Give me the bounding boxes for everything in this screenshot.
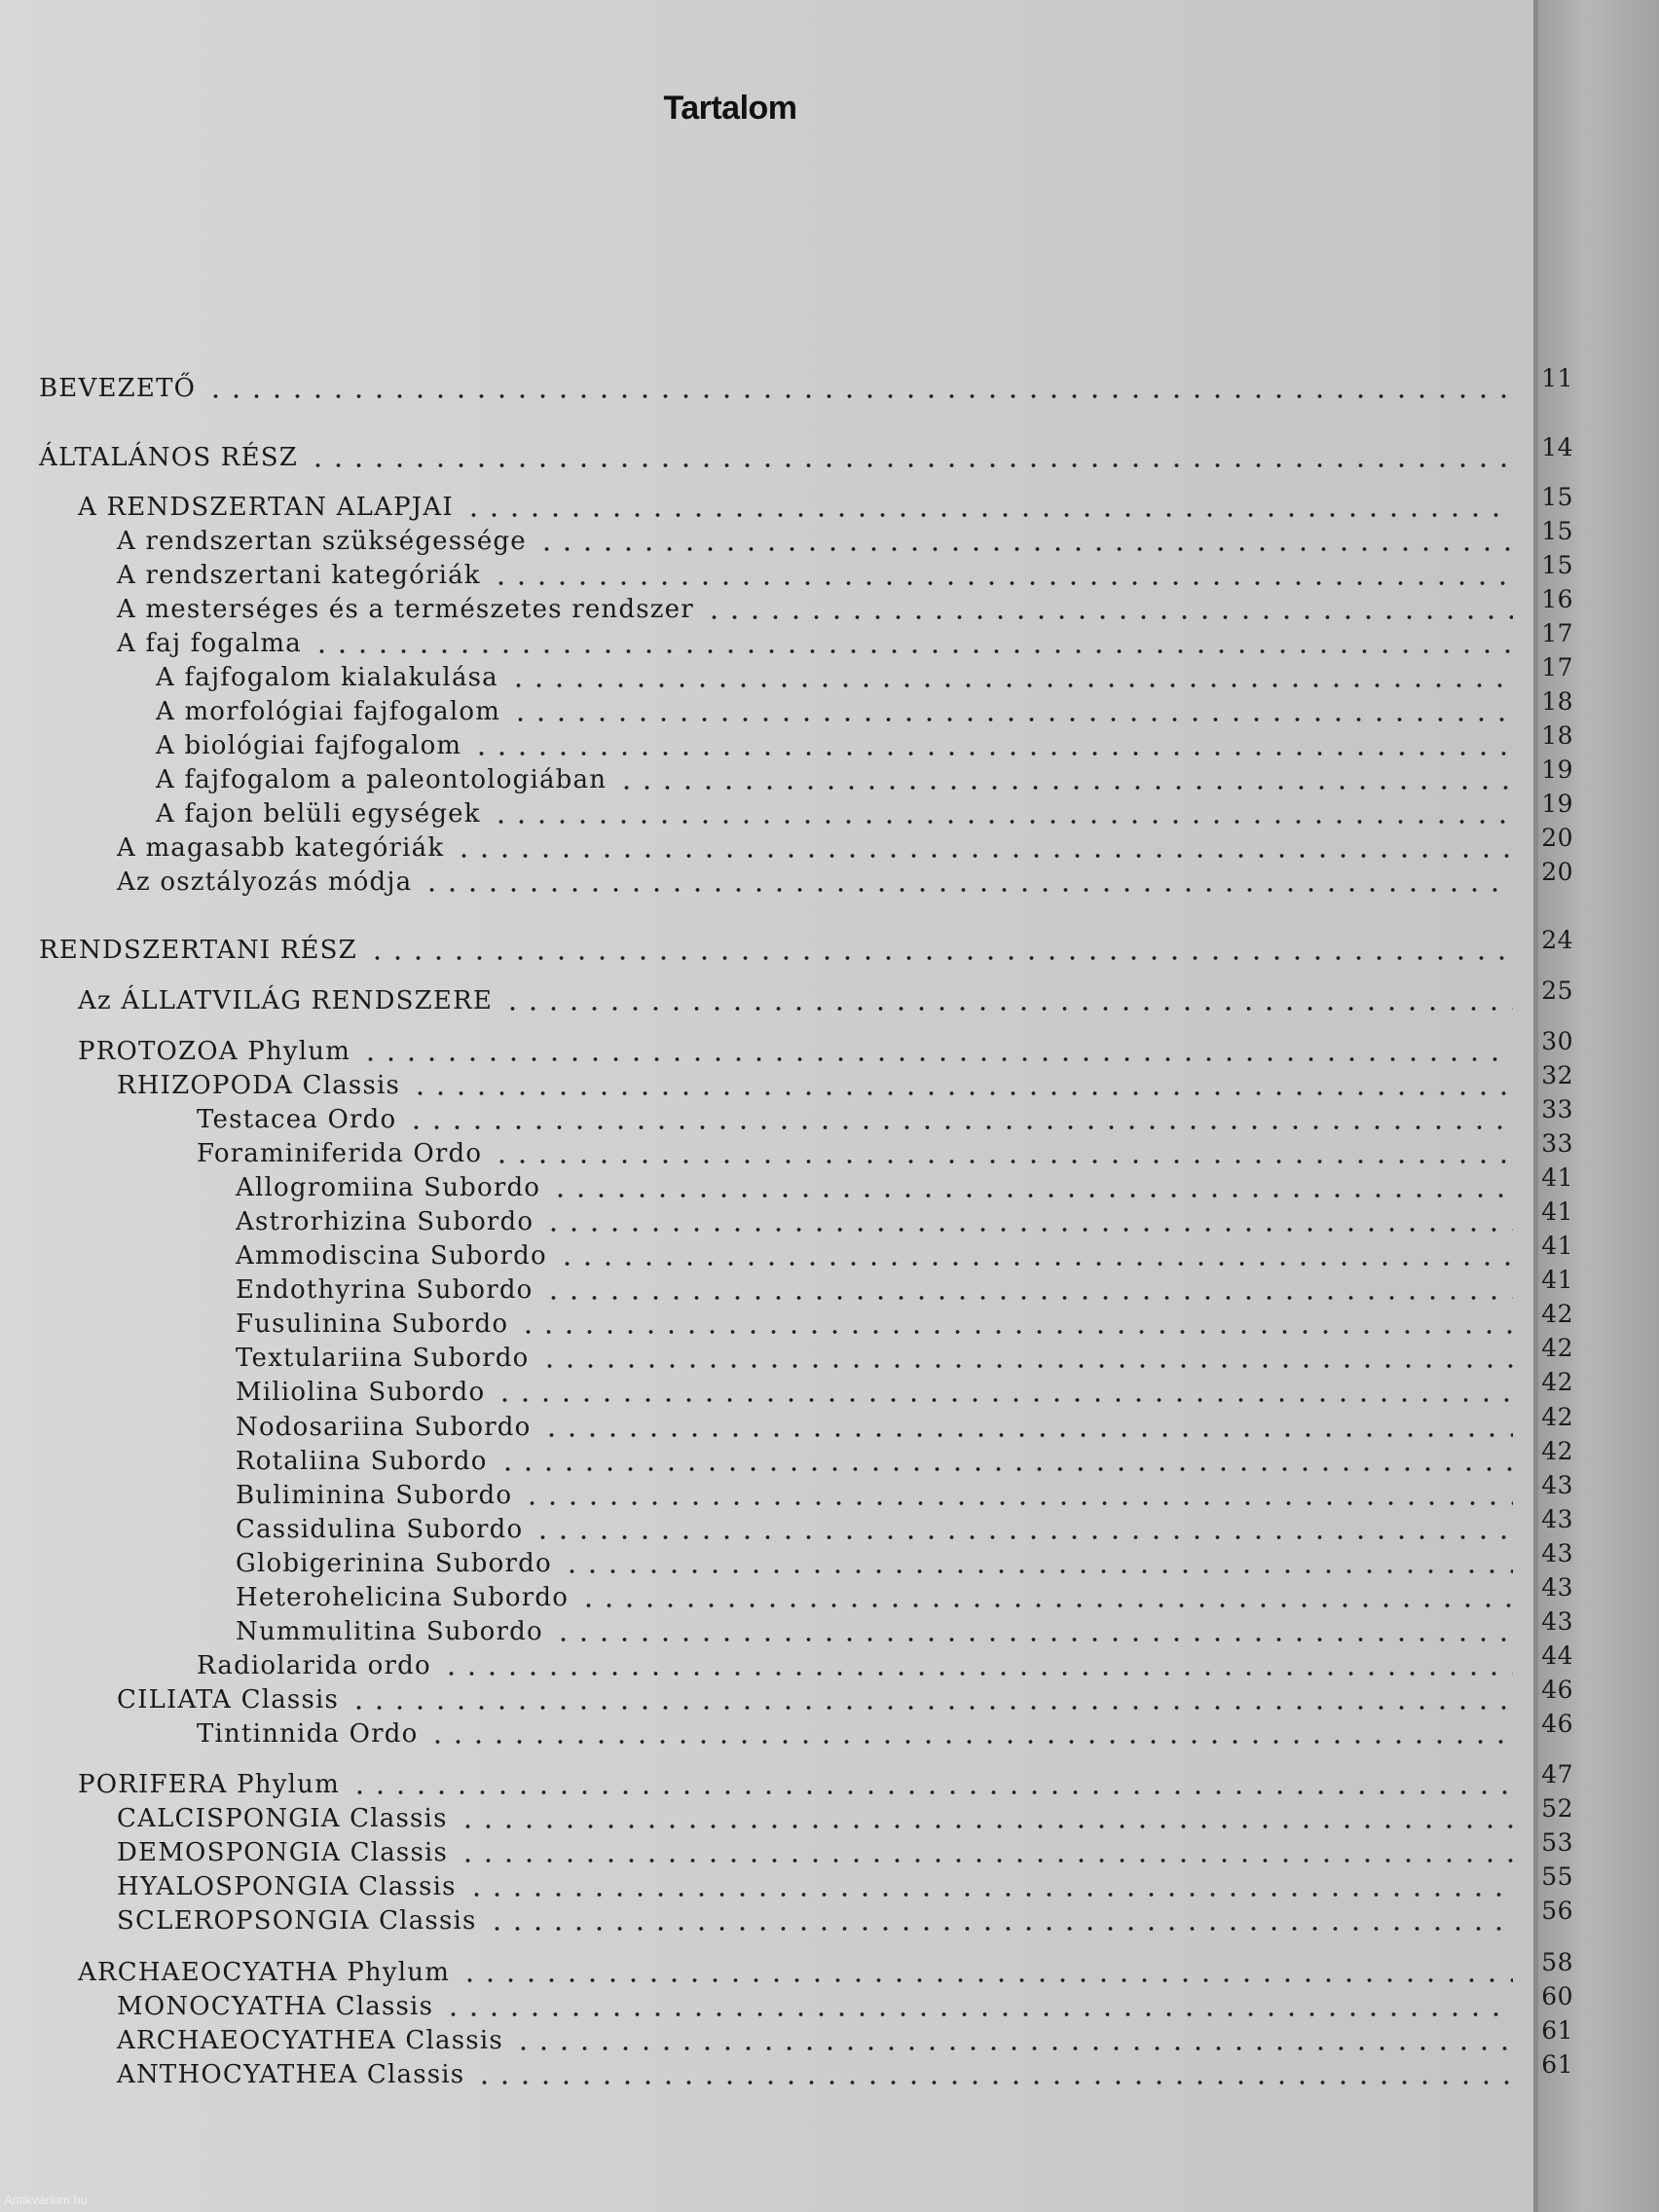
toc-leader (422, 888, 1513, 892)
toc-entry-page: 56 (1541, 1897, 1573, 1925)
toc-entry-page: 61 (1541, 2050, 1573, 2079)
toc-entry-page: 42 (1541, 1368, 1573, 1396)
toc-entry-page: 17 (1541, 653, 1573, 682)
toc-entry-page: 18 (1541, 721, 1573, 750)
watermark: Antikvárium.hu (4, 2193, 88, 2207)
toc-leader (360, 1057, 1513, 1061)
toc-entry (236, 1334, 1573, 1377)
toc-entry-page: 44 (1541, 1641, 1573, 1670)
toc-entry (236, 1163, 1573, 1206)
toc-entry-page: 42 (1541, 1437, 1573, 1465)
toc-leader (508, 683, 1513, 687)
toc-leader (441, 1672, 1513, 1676)
toc-leader (427, 1740, 1513, 1744)
toc-leader (536, 547, 1513, 551)
toc-entry-page: 41 (1541, 1266, 1573, 1294)
toc-entry-label: HYALOSPONGIA Classis (117, 1872, 457, 1901)
toc-entry (197, 1095, 1573, 1138)
toc-entry (117, 1794, 1573, 1837)
toc-leader (466, 1893, 1513, 1897)
toc-leader (492, 1160, 1513, 1163)
toc-entry-page: 25 (1541, 977, 1573, 1005)
toc-entry-label: PORIFERA Phylum (78, 1770, 340, 1799)
toc-entry-page: 33 (1541, 1095, 1573, 1124)
toc-entry (236, 1198, 1573, 1240)
toc-entry-label: Heterohelicina Subordo (236, 1583, 570, 1612)
toc-entry-page: 46 (1541, 1710, 1573, 1738)
toc-leader (557, 1262, 1513, 1266)
toc-leader (543, 1228, 1513, 1232)
toc-entry-page: 20 (1541, 858, 1573, 886)
toc-entry-label: A rendszertan szükségessége (117, 527, 527, 556)
toc-leader (616, 786, 1513, 790)
toc-entry-label: ANTHOCYATHEA Classis (117, 2060, 465, 2089)
toc-entry-label: Az osztályozás módja (117, 867, 413, 897)
toc-entry (117, 585, 1573, 628)
toc-entry (117, 2050, 1573, 2093)
toc-entry-label: Buliminina Subordo (236, 1481, 513, 1510)
toc-entry-page: 53 (1541, 1828, 1573, 1857)
toc-entry-page: 55 (1541, 1862, 1573, 1891)
toc-entry-label: SCLEROPSONGIA Classis (117, 1906, 477, 1936)
toc-entry-label: A biológiai fajfogalom (156, 731, 462, 760)
toc-entry (156, 721, 1573, 764)
toc-entry-page: 42 (1541, 1403, 1573, 1431)
toc-leader (312, 649, 1513, 653)
toc-entry-label: PROTOZOA Phylum (78, 1037, 351, 1066)
toc-entry-page: 43 (1541, 1505, 1573, 1533)
toc-entry-page: 30 (1541, 1027, 1573, 1055)
toc-entry (236, 1266, 1573, 1309)
toc-entry (39, 926, 1573, 969)
toc-entry-label: A fajfogalom kialakulása (156, 663, 498, 692)
toc-entry (197, 1129, 1573, 1172)
toc-leader (562, 1569, 1513, 1573)
toc-leader (578, 1604, 1513, 1607)
toc-entry-page: 15 (1541, 483, 1573, 511)
toc-entry (78, 483, 1573, 526)
toc-entry-page: 43 (1541, 1607, 1573, 1636)
toc-leader (308, 463, 1513, 467)
toc-entry (156, 756, 1573, 798)
toc-entry-label: A morfológiai fajfogalom (156, 697, 501, 726)
toc-entry (156, 653, 1573, 696)
toc-entry-page: 46 (1541, 1676, 1573, 1704)
toc-leader (704, 615, 1513, 619)
toc-entry-label: Nodosariina Subordo (236, 1413, 532, 1442)
toc-entry-page: 61 (1541, 2016, 1573, 2045)
toc-entry (117, 517, 1573, 560)
toc-entry (39, 364, 1573, 407)
toc-entry-label: Miliolina Subordo (236, 1378, 486, 1407)
toc-entry-label: Globigerinina Subordo (236, 1549, 552, 1578)
toc-leader (533, 1535, 1513, 1539)
toc-entry-page: 52 (1541, 1794, 1573, 1823)
toc-entry-page: 41 (1541, 1163, 1573, 1192)
toc-leader (522, 1501, 1513, 1505)
toc-entry-label: DEMOSPONGIA Classis (117, 1838, 449, 1867)
toc-entry-label: A RENDSZERTAN ALAPJAI (78, 493, 454, 522)
toc-entry (197, 1641, 1573, 1684)
toc-leader (543, 1296, 1513, 1300)
toc-entry-page: 16 (1541, 585, 1573, 613)
toc-entry (117, 551, 1573, 594)
toc-entry-label: Foraminiferida Ordo (197, 1139, 483, 1168)
toc-entry (236, 1607, 1573, 1650)
toc-leader (541, 1433, 1514, 1437)
toc-entry-label: Rotaliina Subordo (236, 1447, 488, 1476)
toc-leader (458, 1825, 1513, 1828)
toc-entry-page: 47 (1541, 1760, 1573, 1788)
toc-entry (117, 1897, 1573, 1939)
toc-entry (236, 1300, 1573, 1343)
toc-entry-page: 60 (1541, 1982, 1573, 2010)
toc-entry-label: Fusulinina Subordo (236, 1309, 509, 1339)
toc-entry-label: A fajfogalom a paleontologiában (156, 765, 608, 794)
toc-entry-label: Tintinnida Ordo (197, 1719, 419, 1749)
toc-entry (117, 1862, 1573, 1905)
toc-entry-page: 24 (1541, 926, 1573, 954)
toc-entry-page: 33 (1541, 1129, 1573, 1158)
toc-entry (117, 2016, 1573, 2059)
toc-entry-page: 11 (1541, 364, 1573, 392)
toc-leader (550, 1194, 1513, 1198)
toc-entry-label: BEVEZETŐ (39, 374, 197, 403)
toc-leader (513, 2046, 1513, 2050)
toc-leader (205, 394, 1513, 398)
toc-entry (117, 858, 1573, 901)
toc-leader (350, 1790, 1513, 1794)
toc-leader (487, 1927, 1513, 1931)
toc-entry-page: 43 (1541, 1539, 1573, 1567)
toc-entry (236, 1573, 1573, 1616)
toc-entry (236, 1368, 1573, 1411)
toc-leader (471, 752, 1513, 756)
toc-entry-page: 32 (1541, 1061, 1573, 1089)
toc-entry-page: 19 (1541, 756, 1573, 784)
toc-entry-page: 14 (1541, 433, 1573, 461)
toc-entry (117, 1828, 1573, 1871)
toc-entry-label: ÁLTALÁNOS RÉSZ (39, 443, 299, 472)
toc-leader (498, 1467, 1513, 1471)
toc-entry-page: 41 (1541, 1198, 1573, 1226)
toc-entry (78, 1948, 1573, 1991)
toc-entry-label: Textulariina Subordo (236, 1344, 530, 1373)
toc-entry (236, 1437, 1573, 1480)
toc-entry-page: 19 (1541, 790, 1573, 818)
toc-entry-label: RENDSZERTANI RÉSZ (39, 936, 357, 965)
toc-leader (553, 1638, 1513, 1641)
toc-leader (495, 1398, 1513, 1402)
toc-leader (458, 1859, 1513, 1862)
toc-leader (454, 854, 1513, 858)
toc-leader (367, 956, 1513, 960)
toc-entry-label: CILIATA Classis (117, 1685, 340, 1714)
toc-entry (236, 1471, 1573, 1514)
toc-entry-label: Allogromiina Subordo (236, 1173, 541, 1202)
toc-entry (117, 1061, 1573, 1104)
toc-entry (197, 1710, 1573, 1752)
toc-entry-page: 42 (1541, 1300, 1573, 1328)
toc-entry (117, 619, 1573, 662)
toc-leader (410, 1091, 1513, 1095)
toc-entry-page: 43 (1541, 1573, 1573, 1602)
toc-entry-label: Cassidulina Subordo (236, 1515, 524, 1544)
toc-entry-page: 43 (1541, 1471, 1573, 1499)
toc-entry (117, 1982, 1573, 2025)
toc-leader (406, 1125, 1513, 1129)
toc-leader (460, 1978, 1513, 1982)
toc-entry-label: Astrorhizina Subordo (236, 1207, 535, 1236)
toc-entry-label: CALCISPONGIA Classis (117, 1804, 448, 1833)
toc-entry-page: 15 (1541, 551, 1573, 579)
toc-entry-page: 18 (1541, 687, 1573, 716)
toc-entry (117, 824, 1573, 866)
toc-entry-label: MONOCYATHA Classis (117, 1992, 434, 2021)
toc-entry-label: ARCHAEOCYATHEA Classis (117, 2026, 503, 2055)
toc-entry-label: Ammodiscina Subordo (236, 1241, 547, 1271)
toc-entry-page: 41 (1541, 1232, 1573, 1260)
toc-entry-page: 58 (1541, 1948, 1573, 1976)
toc-leader (474, 2081, 1513, 2084)
toc-entry (236, 1232, 1573, 1274)
page-title: Tartalom (663, 90, 797, 127)
toc-entry-label: A fajon belüli egységek (156, 799, 481, 829)
toc-leader (463, 513, 1513, 517)
toc-entry-label: ARCHAEOCYATHA Phylum (78, 1958, 451, 1987)
toc-entry-label: Nummulitina Subordo (236, 1617, 543, 1646)
toc-leader (443, 2012, 1513, 2016)
toc-entry-label: Radiolarida ordo (197, 1651, 431, 1680)
toc-entry-label: Endothyrina Subordo (236, 1275, 534, 1305)
toc-entry-page: 42 (1541, 1334, 1573, 1362)
toc-entry-label: A rendszertani kategóriák (117, 561, 481, 590)
toc-entry-page: 15 (1541, 517, 1573, 545)
toc-leader (491, 820, 1513, 824)
toc-entry (39, 433, 1573, 476)
toc-entry-label: A magasabb kategóriák (117, 833, 445, 863)
toc-leader (491, 581, 1513, 585)
toc-entry-page: 17 (1541, 619, 1573, 647)
toc-entry (156, 687, 1573, 730)
toc-leader (349, 1706, 1513, 1710)
toc-entry-label: A mesterséges és a természetes rendszer (117, 595, 694, 624)
toc-entry (78, 977, 1573, 1019)
toc-entry (78, 1027, 1573, 1070)
toc-entry (156, 790, 1573, 832)
toc-entry (78, 1760, 1573, 1803)
toc-entry (236, 1403, 1573, 1446)
toc-entry (236, 1505, 1573, 1548)
toc-entry-label: Az ÁLLATVILÁG RENDSZERE (78, 986, 494, 1015)
toc-leader (539, 1364, 1513, 1368)
toc-entry (236, 1539, 1573, 1582)
toc-leader (502, 1007, 1513, 1011)
toc-entry-page: 20 (1541, 824, 1573, 852)
toc-entry-label: Testacea Ordo (197, 1105, 397, 1134)
toc-entry (117, 1676, 1573, 1718)
toc-entry-label: RHIZOPODA Classis (117, 1071, 401, 1100)
toc-entry-label: A faj fogalma (117, 629, 302, 658)
toc-leader (518, 1330, 1513, 1334)
toc-leader (510, 718, 1513, 721)
